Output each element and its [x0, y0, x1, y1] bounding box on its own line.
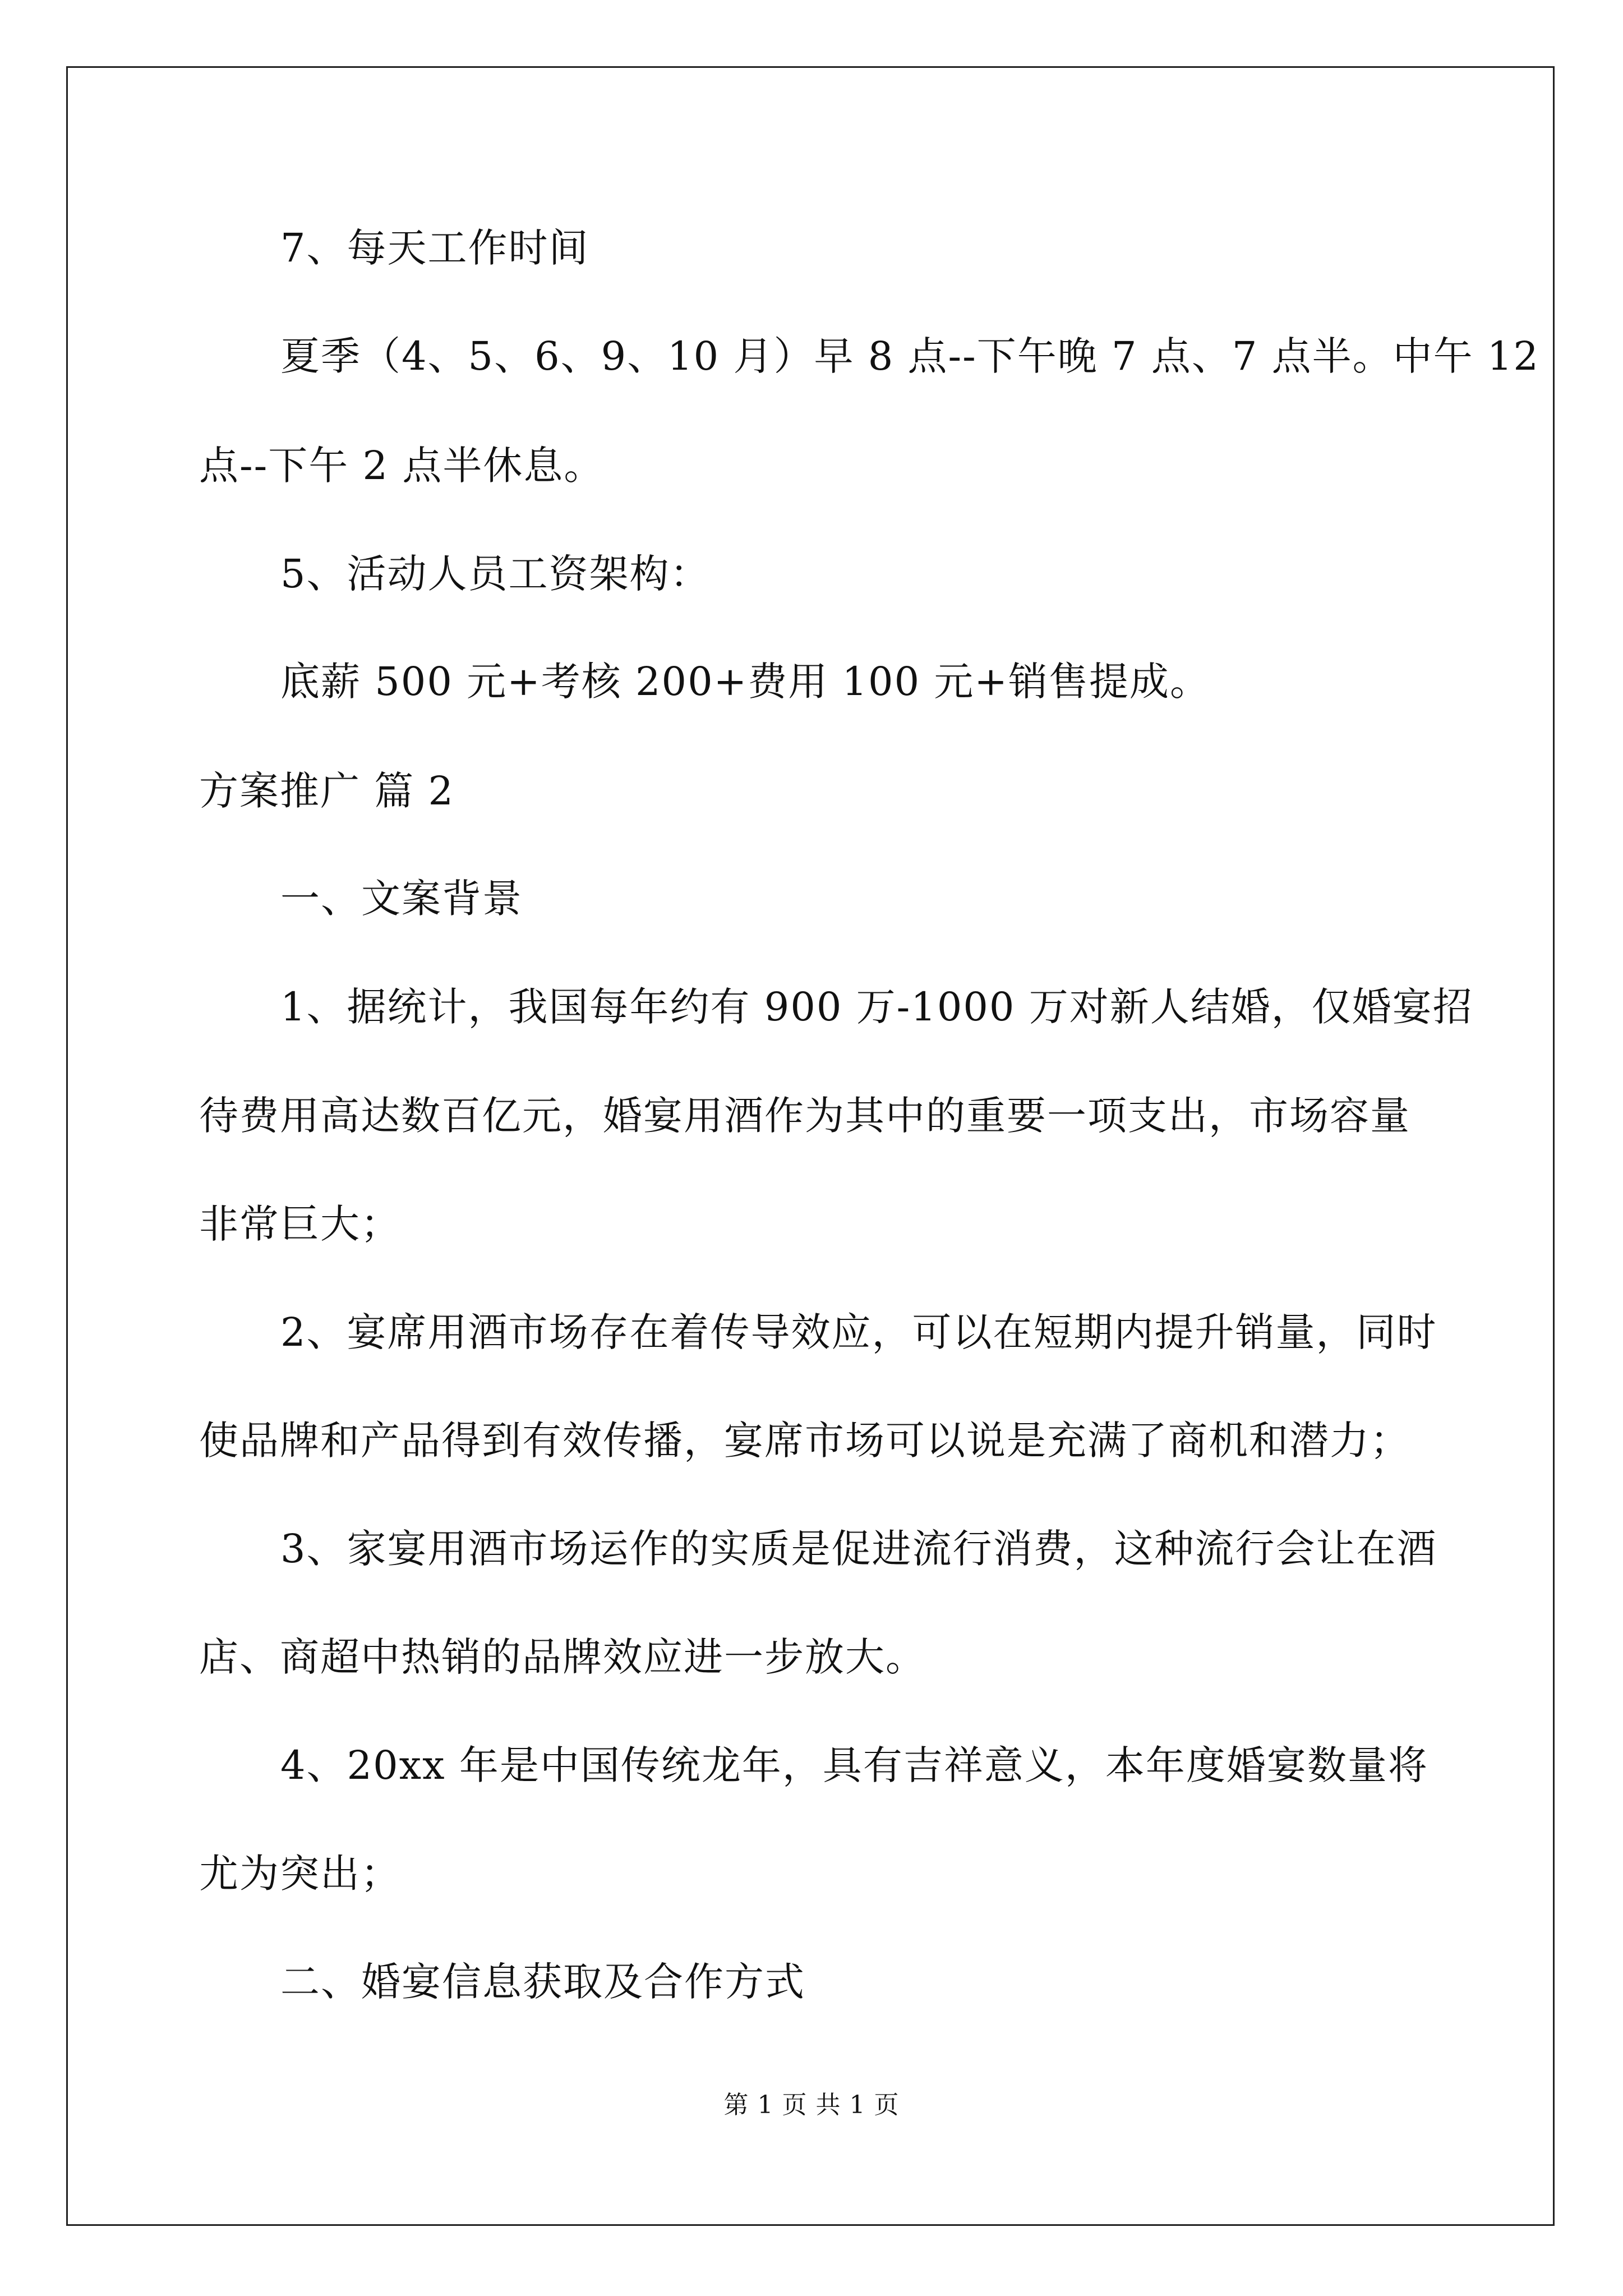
subsection-heading: 二、婚宴信息获取及合作方式: [280, 1959, 805, 2005]
paragraph-line: 尤为突出；: [199, 1851, 401, 1897]
paragraph-line: 夏季（4、5、6、9、10 月）早 8 点--下午晚 7 点、7 点半。中午 12: [280, 333, 1539, 379]
paragraph-line: 5、活动人员工资架构：: [280, 551, 711, 597]
paragraph-line: 使品牌和产品得到有效传播，宴席市场可以说是充满了商机和潜力；: [199, 1418, 1410, 1464]
section-heading: 方案推广 篇 2: [199, 768, 455, 814]
paragraph-line: 7、每天工作时间: [280, 225, 589, 271]
paragraph-line: 点--下午 2 点半休息。: [199, 443, 605, 489]
paragraph-line: 1、据统计，我国每年约有 900 万-1000 万对新人结婚，仅婚宴招: [280, 984, 1473, 1030]
paragraph-line: 2、宴席用酒市场存在着传导效应，可以在短期内提升销量，同时: [280, 1309, 1437, 1355]
paragraph-line: 店、商超中热销的品牌效应进一步放大。: [199, 1634, 926, 1680]
paragraph-line: 待费用高达数百亿元，婚宴用酒作为其中的重要一项支出，市场容量: [199, 1093, 1410, 1139]
subsection-heading: 一、文案背景: [280, 876, 523, 922]
paragraph-line: 3、家宴用酒市场运作的实质是促进流行消费，这种流行会让在酒: [280, 1526, 1437, 1572]
paragraph-line: 4、20xx 年是中国传统龙年，具有吉祥意义，本年度婚宴数量将: [280, 1742, 1428, 1788]
page-number-footer: 第 1 页 共 1 页: [723, 2091, 900, 2119]
page-border: [66, 66, 1555, 2226]
paragraph-line: 底薪 500 元+考核 200+费用 100 元+销售提成。: [280, 659, 1211, 705]
paragraph-line: 非常巨大；: [199, 1201, 401, 1247]
